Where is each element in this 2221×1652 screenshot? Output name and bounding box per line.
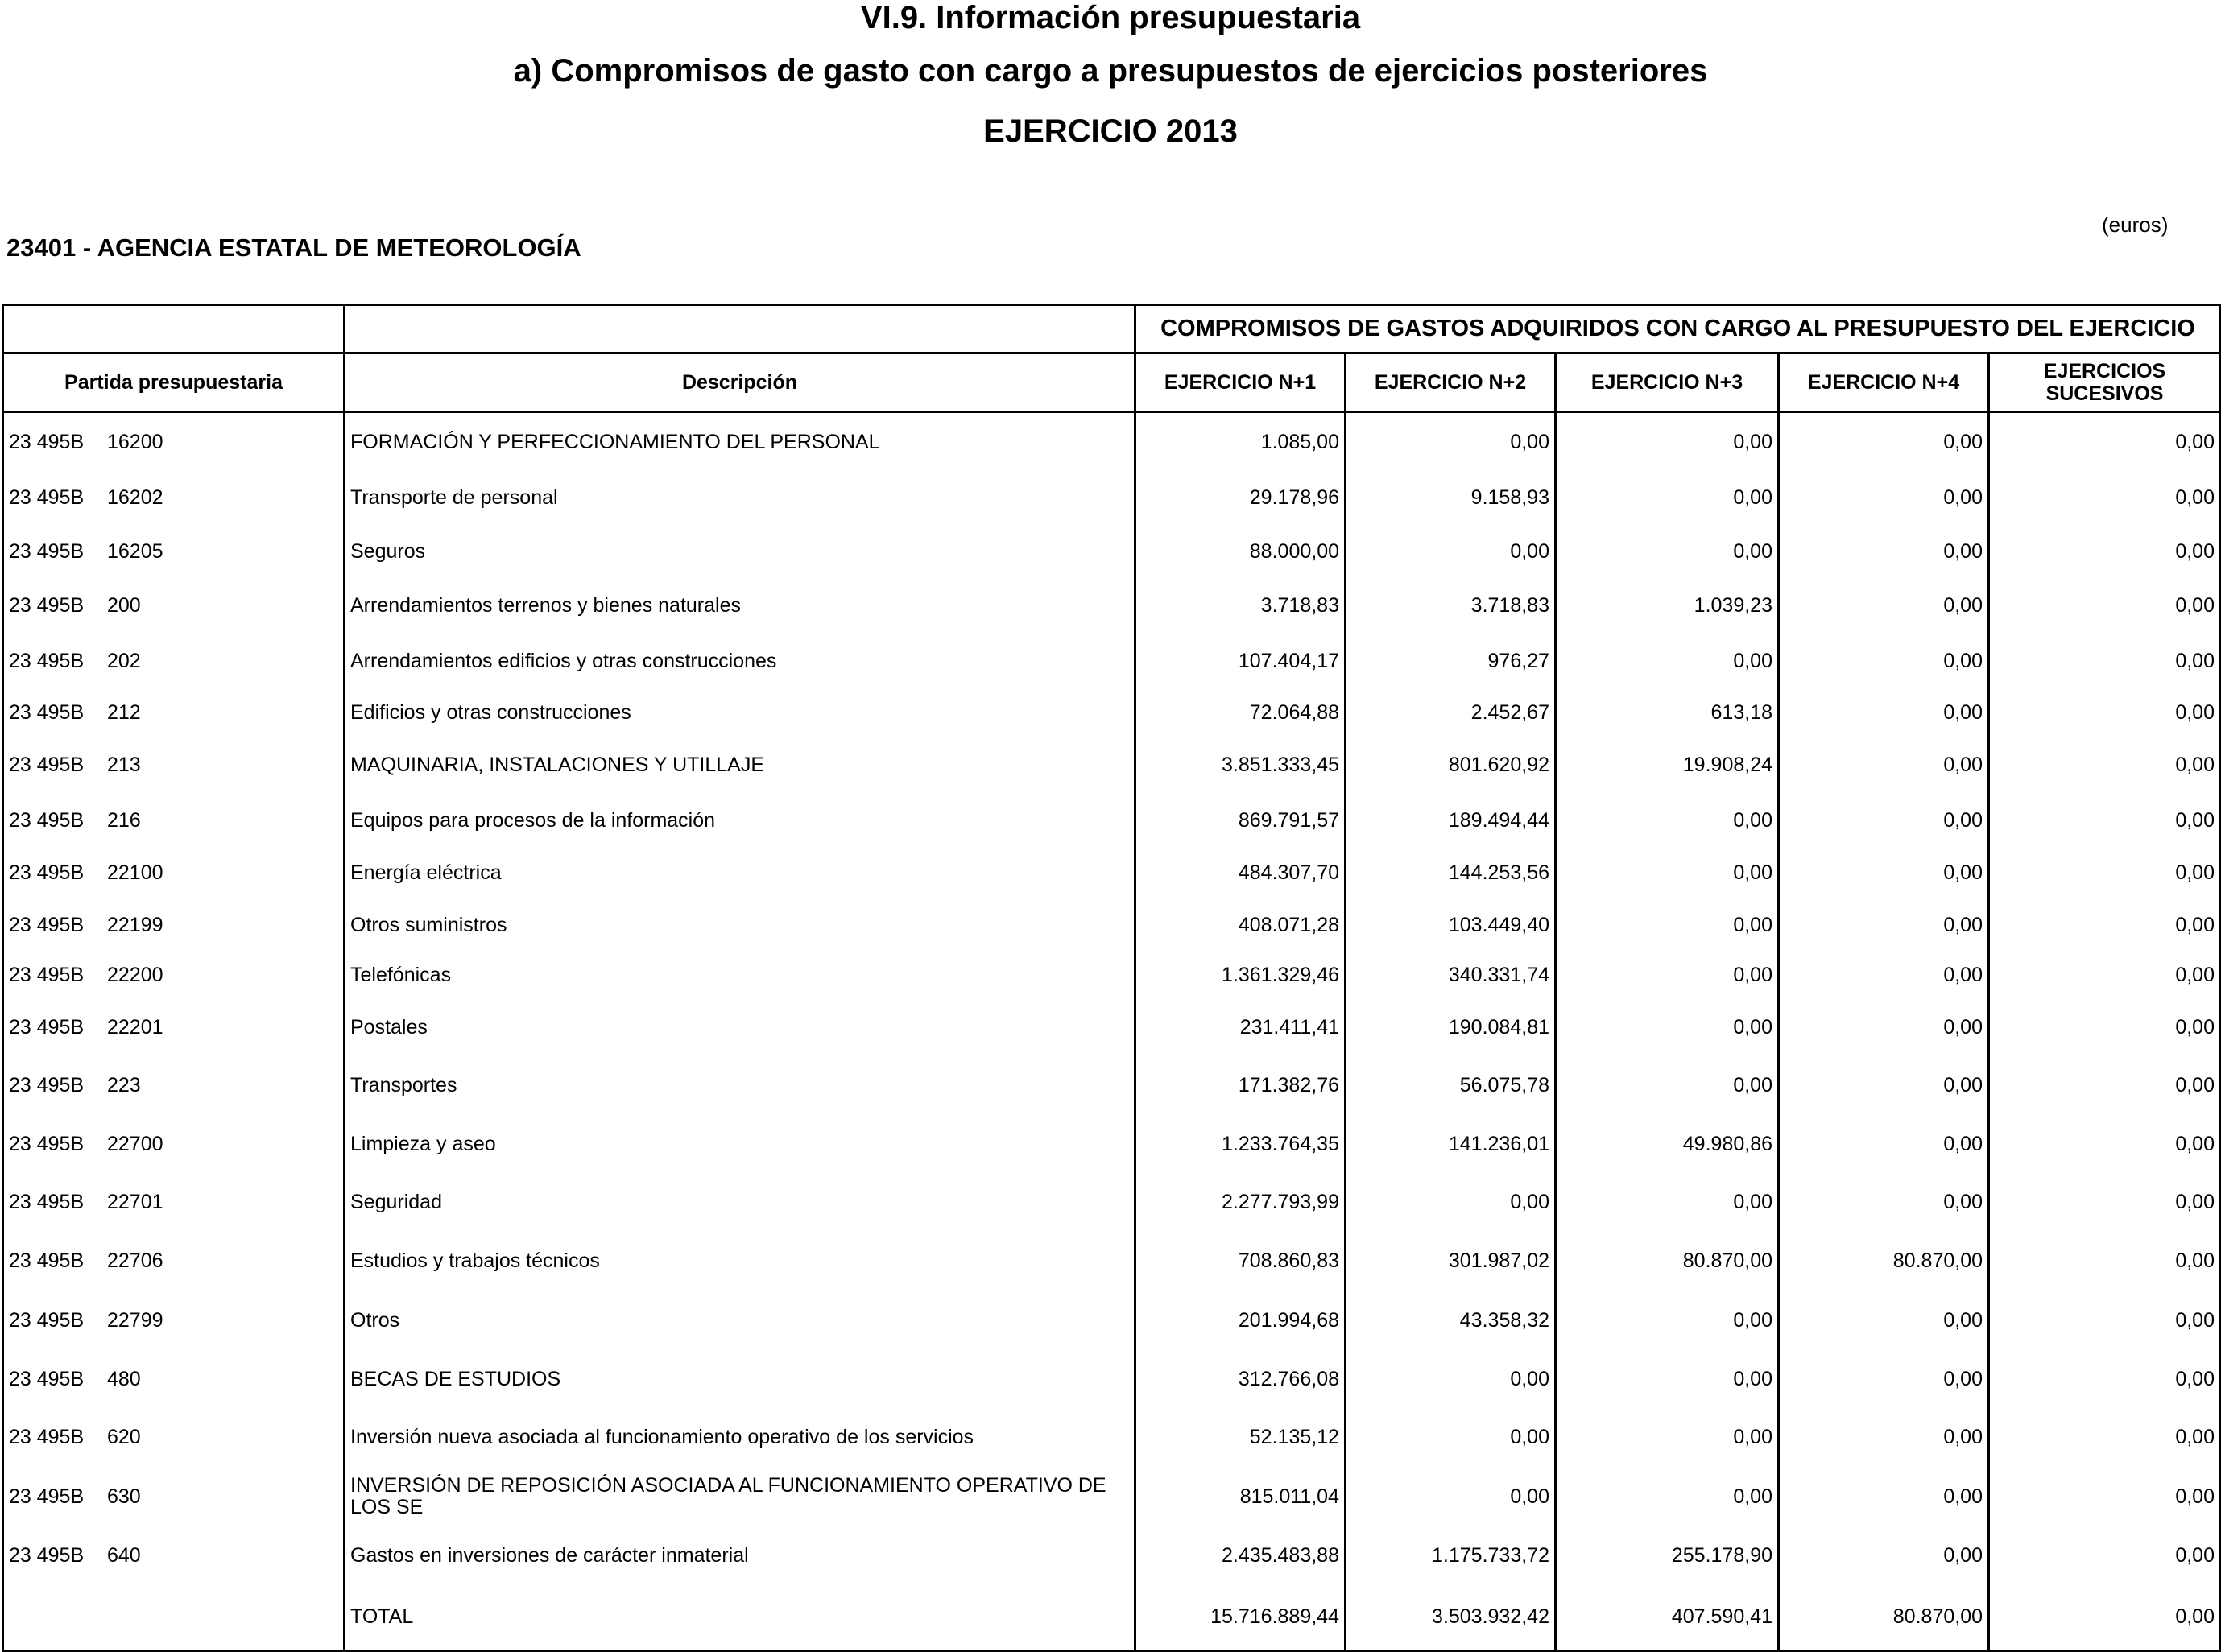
table-row xyxy=(3,1291,2221,1350)
value-n1: 1.361.329,46 xyxy=(1135,951,1346,999)
table-row xyxy=(3,690,2221,735)
value-sucesivos: 0,00 xyxy=(1989,1350,2221,1408)
economic-code: 630 xyxy=(107,1485,141,1508)
value-n2: 0,00 xyxy=(1346,412,1556,472)
program-code: 23 495B xyxy=(9,1073,85,1097)
table-row xyxy=(3,632,2221,690)
economic-code: 22200 xyxy=(107,963,163,986)
entity-name: 23401 - AGENCIA ESTATAL DE METEOROLOGÍA xyxy=(6,233,581,262)
program-code: 23 495B xyxy=(9,1249,85,1272)
economic-code: 22100 xyxy=(107,861,163,884)
page-title: VI.9. Información presupuestaria xyxy=(860,0,1361,35)
value-n1: 3.718,83 xyxy=(1135,579,1346,632)
column-header-n1: EJERCICIO N+1 xyxy=(1135,353,1346,412)
value-n1: 312.766,08 xyxy=(1135,1350,1346,1408)
units-label: (euros) xyxy=(2102,213,2169,237)
value-n3: 80.870,00 xyxy=(1556,1231,1779,1291)
column-header-descripcion: Descripción xyxy=(345,353,1135,412)
total-sucesivos: 0,00 xyxy=(1989,1584,2221,1651)
table-row xyxy=(3,999,2221,1055)
value-n3: 19.908,24 xyxy=(1556,735,1779,795)
program-code: 23 495B xyxy=(9,861,85,884)
value-n3: 49.980,86 xyxy=(1556,1115,1779,1173)
description-cell: Energía eléctrica xyxy=(345,846,1135,899)
table-row xyxy=(3,1408,2221,1466)
value-n4: 0,00 xyxy=(1779,579,1989,632)
column-header-n3: EJERCICIO N+3 xyxy=(1556,353,1779,412)
description-cell: Seguros xyxy=(345,524,1135,579)
value-n3: 1.039,23 xyxy=(1556,579,1779,632)
description-cell: BECAS DE ESTUDIOS xyxy=(345,1350,1135,1408)
value-n4: 0,00 xyxy=(1779,1115,1989,1173)
value-n2: 301.987,02 xyxy=(1346,1231,1556,1291)
economic-code: 213 xyxy=(107,753,141,776)
value-n4: 0,00 xyxy=(1779,1055,1989,1115)
value-n3: 0,00 xyxy=(1556,951,1779,999)
table-row xyxy=(3,735,2221,795)
column-header-partida: Partida presupuestaria xyxy=(3,353,345,412)
description-cell: Transporte de personal xyxy=(345,471,1135,524)
description-cell: Arrendamientos terrenos y bienes naturales xyxy=(345,579,1135,632)
value-n2: 43.358,32 xyxy=(1346,1291,1556,1350)
description-cell: Arrendamientos edificios y otras construcciones xyxy=(345,632,1135,690)
table-row xyxy=(3,1231,2221,1291)
value-n3: 0,00 xyxy=(1556,899,1779,951)
value-sucesivos: 0,00 xyxy=(1989,1408,2221,1466)
partida-cell xyxy=(3,1408,345,1466)
table-row xyxy=(3,795,2221,846)
partida-cell xyxy=(3,1055,345,1115)
partida-cell xyxy=(3,524,345,579)
total-n3: 407.590,41 xyxy=(1556,1584,1779,1651)
value-n1: 231.411,41 xyxy=(1135,999,1346,1055)
value-n3: 0,00 xyxy=(1556,1408,1779,1466)
value-n1: 408.071,28 xyxy=(1135,899,1346,951)
program-code: 23 495B xyxy=(9,963,85,986)
value-n1: 484.307,70 xyxy=(1135,846,1346,899)
value-n3: 613,18 xyxy=(1556,690,1779,735)
value-n3: 0,00 xyxy=(1556,1466,1779,1527)
description-cell: Seguridad xyxy=(345,1173,1135,1231)
value-sucesivos: 0,00 xyxy=(1989,1527,2221,1584)
value-n4: 0,00 xyxy=(1779,1408,1989,1466)
value-sucesivos: 0,00 xyxy=(1989,795,2221,846)
value-n2: 56.075,78 xyxy=(1346,1055,1556,1115)
value-n3: 0,00 xyxy=(1556,524,1779,579)
value-sucesivos: 0,00 xyxy=(1989,1291,2221,1350)
partida-cell xyxy=(3,690,345,735)
value-n4: 0,00 xyxy=(1779,524,1989,579)
value-n2: 0,00 xyxy=(1346,1466,1556,1527)
economic-code: 22199 xyxy=(107,913,163,936)
group-header: COMPROMISOS DE GASTOS ADQUIRIDOS CON CARGO AL PRESUPUESTO DEL EJERCICIO xyxy=(1135,305,2221,353)
value-sucesivos: 0,00 xyxy=(1989,999,2221,1055)
empty-header-cell xyxy=(3,305,345,353)
value-n1: 29.178,96 xyxy=(1135,471,1346,524)
partida-cell xyxy=(3,899,345,951)
economic-code: 22799 xyxy=(107,1308,163,1332)
partida-cell xyxy=(3,999,345,1055)
table-row xyxy=(3,951,2221,999)
table-row xyxy=(3,1527,2221,1584)
description-cell: Equipos para procesos de la información xyxy=(345,795,1135,846)
table-row xyxy=(3,412,2221,472)
value-sucesivos: 0,00 xyxy=(1989,690,2221,735)
total-n1: 15.716.889,44 xyxy=(1135,1584,1346,1651)
table-row xyxy=(3,899,2221,951)
value-n3: 0,00 xyxy=(1556,1291,1779,1350)
value-sucesivos: 0,00 xyxy=(1989,735,2221,795)
value-n2: 190.084,81 xyxy=(1346,999,1556,1055)
value-n4: 0,00 xyxy=(1779,999,1989,1055)
column-header-sucesivos: EJERCICIOS SUCESIVOS xyxy=(1989,353,2221,412)
value-n3: 0,00 xyxy=(1556,795,1779,846)
economic-code: 200 xyxy=(107,593,141,617)
value-sucesivos: 0,00 xyxy=(1989,579,2221,632)
value-n1: 2.277.793,99 xyxy=(1135,1173,1346,1231)
value-n4: 0,00 xyxy=(1779,1173,1989,1231)
empty-cell xyxy=(3,1584,345,1651)
table-row xyxy=(3,846,2221,899)
program-code: 23 495B xyxy=(9,1425,85,1448)
value-n4: 0,00 xyxy=(1779,846,1989,899)
value-n3: 0,00 xyxy=(1556,1055,1779,1115)
value-n2: 0,00 xyxy=(1346,1173,1556,1231)
value-n2: 2.452,67 xyxy=(1346,690,1556,735)
value-n3: 0,00 xyxy=(1556,412,1779,472)
value-sucesivos: 0,00 xyxy=(1989,1173,2221,1231)
value-n3: 0,00 xyxy=(1556,1350,1779,1408)
value-sucesivos: 0,00 xyxy=(1989,1115,2221,1173)
value-n1: 3.851.333,45 xyxy=(1135,735,1346,795)
economic-code: 620 xyxy=(107,1425,141,1448)
value-n1: 52.135,12 xyxy=(1135,1408,1346,1466)
value-n3: 0,00 xyxy=(1556,999,1779,1055)
value-sucesivos: 0,00 xyxy=(1989,846,2221,899)
total-label: TOTAL xyxy=(345,1584,1135,1651)
table-body xyxy=(3,412,2221,1651)
value-n2: 1.175.733,72 xyxy=(1346,1527,1556,1584)
value-n4: 0,00 xyxy=(1779,1466,1989,1527)
partida-cell xyxy=(3,735,345,795)
program-code: 23 495B xyxy=(9,753,85,776)
value-n3: 0,00 xyxy=(1556,1173,1779,1231)
description-cell: Transportes xyxy=(345,1055,1135,1115)
value-n2: 144.253,56 xyxy=(1346,846,1556,899)
program-code: 23 495B xyxy=(9,1367,85,1390)
economic-code: 480 xyxy=(107,1367,141,1390)
value-n4: 80.870,00 xyxy=(1779,1231,1989,1291)
value-n1: 1.085,00 xyxy=(1135,412,1346,472)
total-n4: 80.870,00 xyxy=(1779,1584,1989,1651)
total-n2: 3.503.932,42 xyxy=(1346,1584,1556,1651)
column-header-row xyxy=(3,353,2221,412)
value-n4: 0,00 xyxy=(1779,795,1989,846)
description-cell: Estudios y trabajos técnicos xyxy=(345,1231,1135,1291)
value-sucesivos: 0,00 xyxy=(1989,899,2221,951)
program-code: 23 495B xyxy=(9,430,85,453)
value-n4: 0,00 xyxy=(1779,951,1989,999)
value-n2: 3.718,83 xyxy=(1346,579,1556,632)
table-row xyxy=(3,1115,2221,1173)
table-row xyxy=(3,524,2221,579)
economic-code: 16205 xyxy=(107,539,163,563)
description-cell: Limpieza y aseo xyxy=(345,1115,1135,1173)
program-code: 23 495B xyxy=(9,808,85,832)
fiscal-year-title: EJERCICIO 2013 xyxy=(983,114,1238,149)
value-sucesivos: 0,00 xyxy=(1989,412,2221,472)
value-n2: 189.494,44 xyxy=(1346,795,1556,846)
group-header-row xyxy=(3,305,2221,353)
description-cell: Inversión nueva asociada al funcionamiento operativo de los servicios xyxy=(345,1408,1135,1466)
program-code: 23 495B xyxy=(9,1485,85,1508)
program-code: 23 495B xyxy=(9,1308,85,1332)
partida-cell xyxy=(3,1527,345,1584)
program-code: 23 495B xyxy=(9,539,85,563)
economic-code: 640 xyxy=(107,1543,141,1567)
value-n4: 0,00 xyxy=(1779,735,1989,795)
value-sucesivos: 0,00 xyxy=(1989,1466,2221,1527)
total-row xyxy=(3,1584,2221,1651)
value-n4: 0,00 xyxy=(1779,899,1989,951)
partida-cell xyxy=(3,846,345,899)
program-code: 23 495B xyxy=(9,913,85,936)
program-code: 23 495B xyxy=(9,1132,85,1155)
value-n4: 0,00 xyxy=(1779,690,1989,735)
value-n3: 0,00 xyxy=(1556,846,1779,899)
value-n2: 0,00 xyxy=(1346,1408,1556,1466)
value-n2: 801.620,92 xyxy=(1346,735,1556,795)
description-cell: FORMACIÓN Y PERFECCIONAMIENTO DEL PERSONAL xyxy=(345,412,1135,472)
value-n4: 0,00 xyxy=(1779,412,1989,472)
table-row xyxy=(3,1173,2221,1231)
partida-cell xyxy=(3,471,345,524)
program-code: 23 495B xyxy=(9,700,85,724)
program-code: 23 495B xyxy=(9,1190,85,1213)
program-code: 23 495B xyxy=(9,1015,85,1039)
economic-code: 212 xyxy=(107,700,141,724)
value-n2: 9.158,93 xyxy=(1346,471,1556,524)
partida-cell xyxy=(3,412,345,472)
value-n1: 2.435.483,88 xyxy=(1135,1527,1346,1584)
partida-cell xyxy=(3,579,345,632)
description-cell: Otros xyxy=(345,1291,1135,1350)
value-sucesivos: 0,00 xyxy=(1989,951,2221,999)
partida-cell xyxy=(3,951,345,999)
program-code: 23 495B xyxy=(9,1543,85,1567)
economic-code: 16200 xyxy=(107,430,163,453)
value-n2: 141.236,01 xyxy=(1346,1115,1556,1173)
economic-code: 216 xyxy=(107,808,141,832)
value-n3: 255.178,90 xyxy=(1556,1527,1779,1584)
value-n1: 815.011,04 xyxy=(1135,1466,1346,1527)
partida-cell xyxy=(3,1115,345,1173)
value-n1: 708.860,83 xyxy=(1135,1231,1346,1291)
partida-cell xyxy=(3,632,345,690)
budget-commitments-table xyxy=(2,304,2221,1652)
economic-code: 22706 xyxy=(107,1249,163,1272)
value-sucesivos: 0,00 xyxy=(1989,1231,2221,1291)
value-n4: 0,00 xyxy=(1779,1527,1989,1584)
value-n1: 1.233.764,35 xyxy=(1135,1115,1346,1173)
economic-code: 223 xyxy=(107,1073,141,1097)
value-n1: 107.404,17 xyxy=(1135,632,1346,690)
table-row xyxy=(3,579,2221,632)
page-subtitle: a) Compromisos de gasto con cargo a presupuestos de ejercicios posteriores xyxy=(513,53,1708,89)
economic-code: 22700 xyxy=(107,1132,163,1155)
value-n2: 976,27 xyxy=(1346,632,1556,690)
value-sucesivos: 0,00 xyxy=(1989,632,2221,690)
description-cell: Edificios y otras construcciones xyxy=(345,690,1135,735)
table-row xyxy=(3,1466,2221,1527)
partida-cell xyxy=(3,1231,345,1291)
value-n2: 103.449,40 xyxy=(1346,899,1556,951)
value-n2: 0,00 xyxy=(1346,1350,1556,1408)
description-cell: Otros suministros xyxy=(345,899,1135,951)
economic-code: 22701 xyxy=(107,1190,163,1213)
description-cell: Postales xyxy=(345,999,1135,1055)
value-n4: 0,00 xyxy=(1779,632,1989,690)
column-header-n2: EJERCICIO N+2 xyxy=(1346,353,1556,412)
value-n1: 72.064,88 xyxy=(1135,690,1346,735)
description-cell: Telefónicas xyxy=(345,951,1135,999)
value-n2: 0,00 xyxy=(1346,524,1556,579)
partida-cell xyxy=(3,1173,345,1231)
value-sucesivos: 0,00 xyxy=(1989,1055,2221,1115)
economic-code: 16202 xyxy=(107,485,163,509)
value-n3: 0,00 xyxy=(1556,632,1779,690)
table-row xyxy=(3,1350,2221,1408)
value-n3: 0,00 xyxy=(1556,471,1779,524)
description-cell: MAQUINARIA, INSTALACIONES Y UTILLAJE xyxy=(345,735,1135,795)
program-code: 23 495B xyxy=(9,485,85,509)
value-n4: 0,00 xyxy=(1779,1291,1989,1350)
table-row xyxy=(3,1055,2221,1115)
value-sucesivos: 0,00 xyxy=(1989,524,2221,579)
column-header-n4: EJERCICIO N+4 xyxy=(1779,353,1989,412)
value-n4: 0,00 xyxy=(1779,471,1989,524)
value-n4: 0,00 xyxy=(1779,1350,1989,1408)
value-n2: 340.331,74 xyxy=(1346,951,1556,999)
partida-cell xyxy=(3,1291,345,1350)
program-code: 23 495B xyxy=(9,649,85,672)
economic-code: 202 xyxy=(107,649,141,672)
description-cell: Gastos en inversiones de carácter inmaterial xyxy=(345,1527,1135,1584)
economic-code: 22201 xyxy=(107,1015,163,1039)
value-sucesivos: 0,00 xyxy=(1989,471,2221,524)
program-code: 23 495B xyxy=(9,593,85,617)
value-n1: 869.791,57 xyxy=(1135,795,1346,846)
empty-header-cell xyxy=(345,305,1135,353)
value-n1: 88.000,00 xyxy=(1135,524,1346,579)
value-n1: 201.994,68 xyxy=(1135,1291,1346,1350)
value-n1: 171.382,76 xyxy=(1135,1055,1346,1115)
description-cell: INVERSIÓN DE REPOSICIÓN ASOCIADA AL FUNCIONAMIENTO OPERATIVO DE LOS SE xyxy=(345,1466,1135,1527)
table-row xyxy=(3,471,2221,524)
partida-cell xyxy=(3,1466,345,1527)
partida-cell xyxy=(3,1350,345,1408)
partida-cell xyxy=(3,795,345,846)
